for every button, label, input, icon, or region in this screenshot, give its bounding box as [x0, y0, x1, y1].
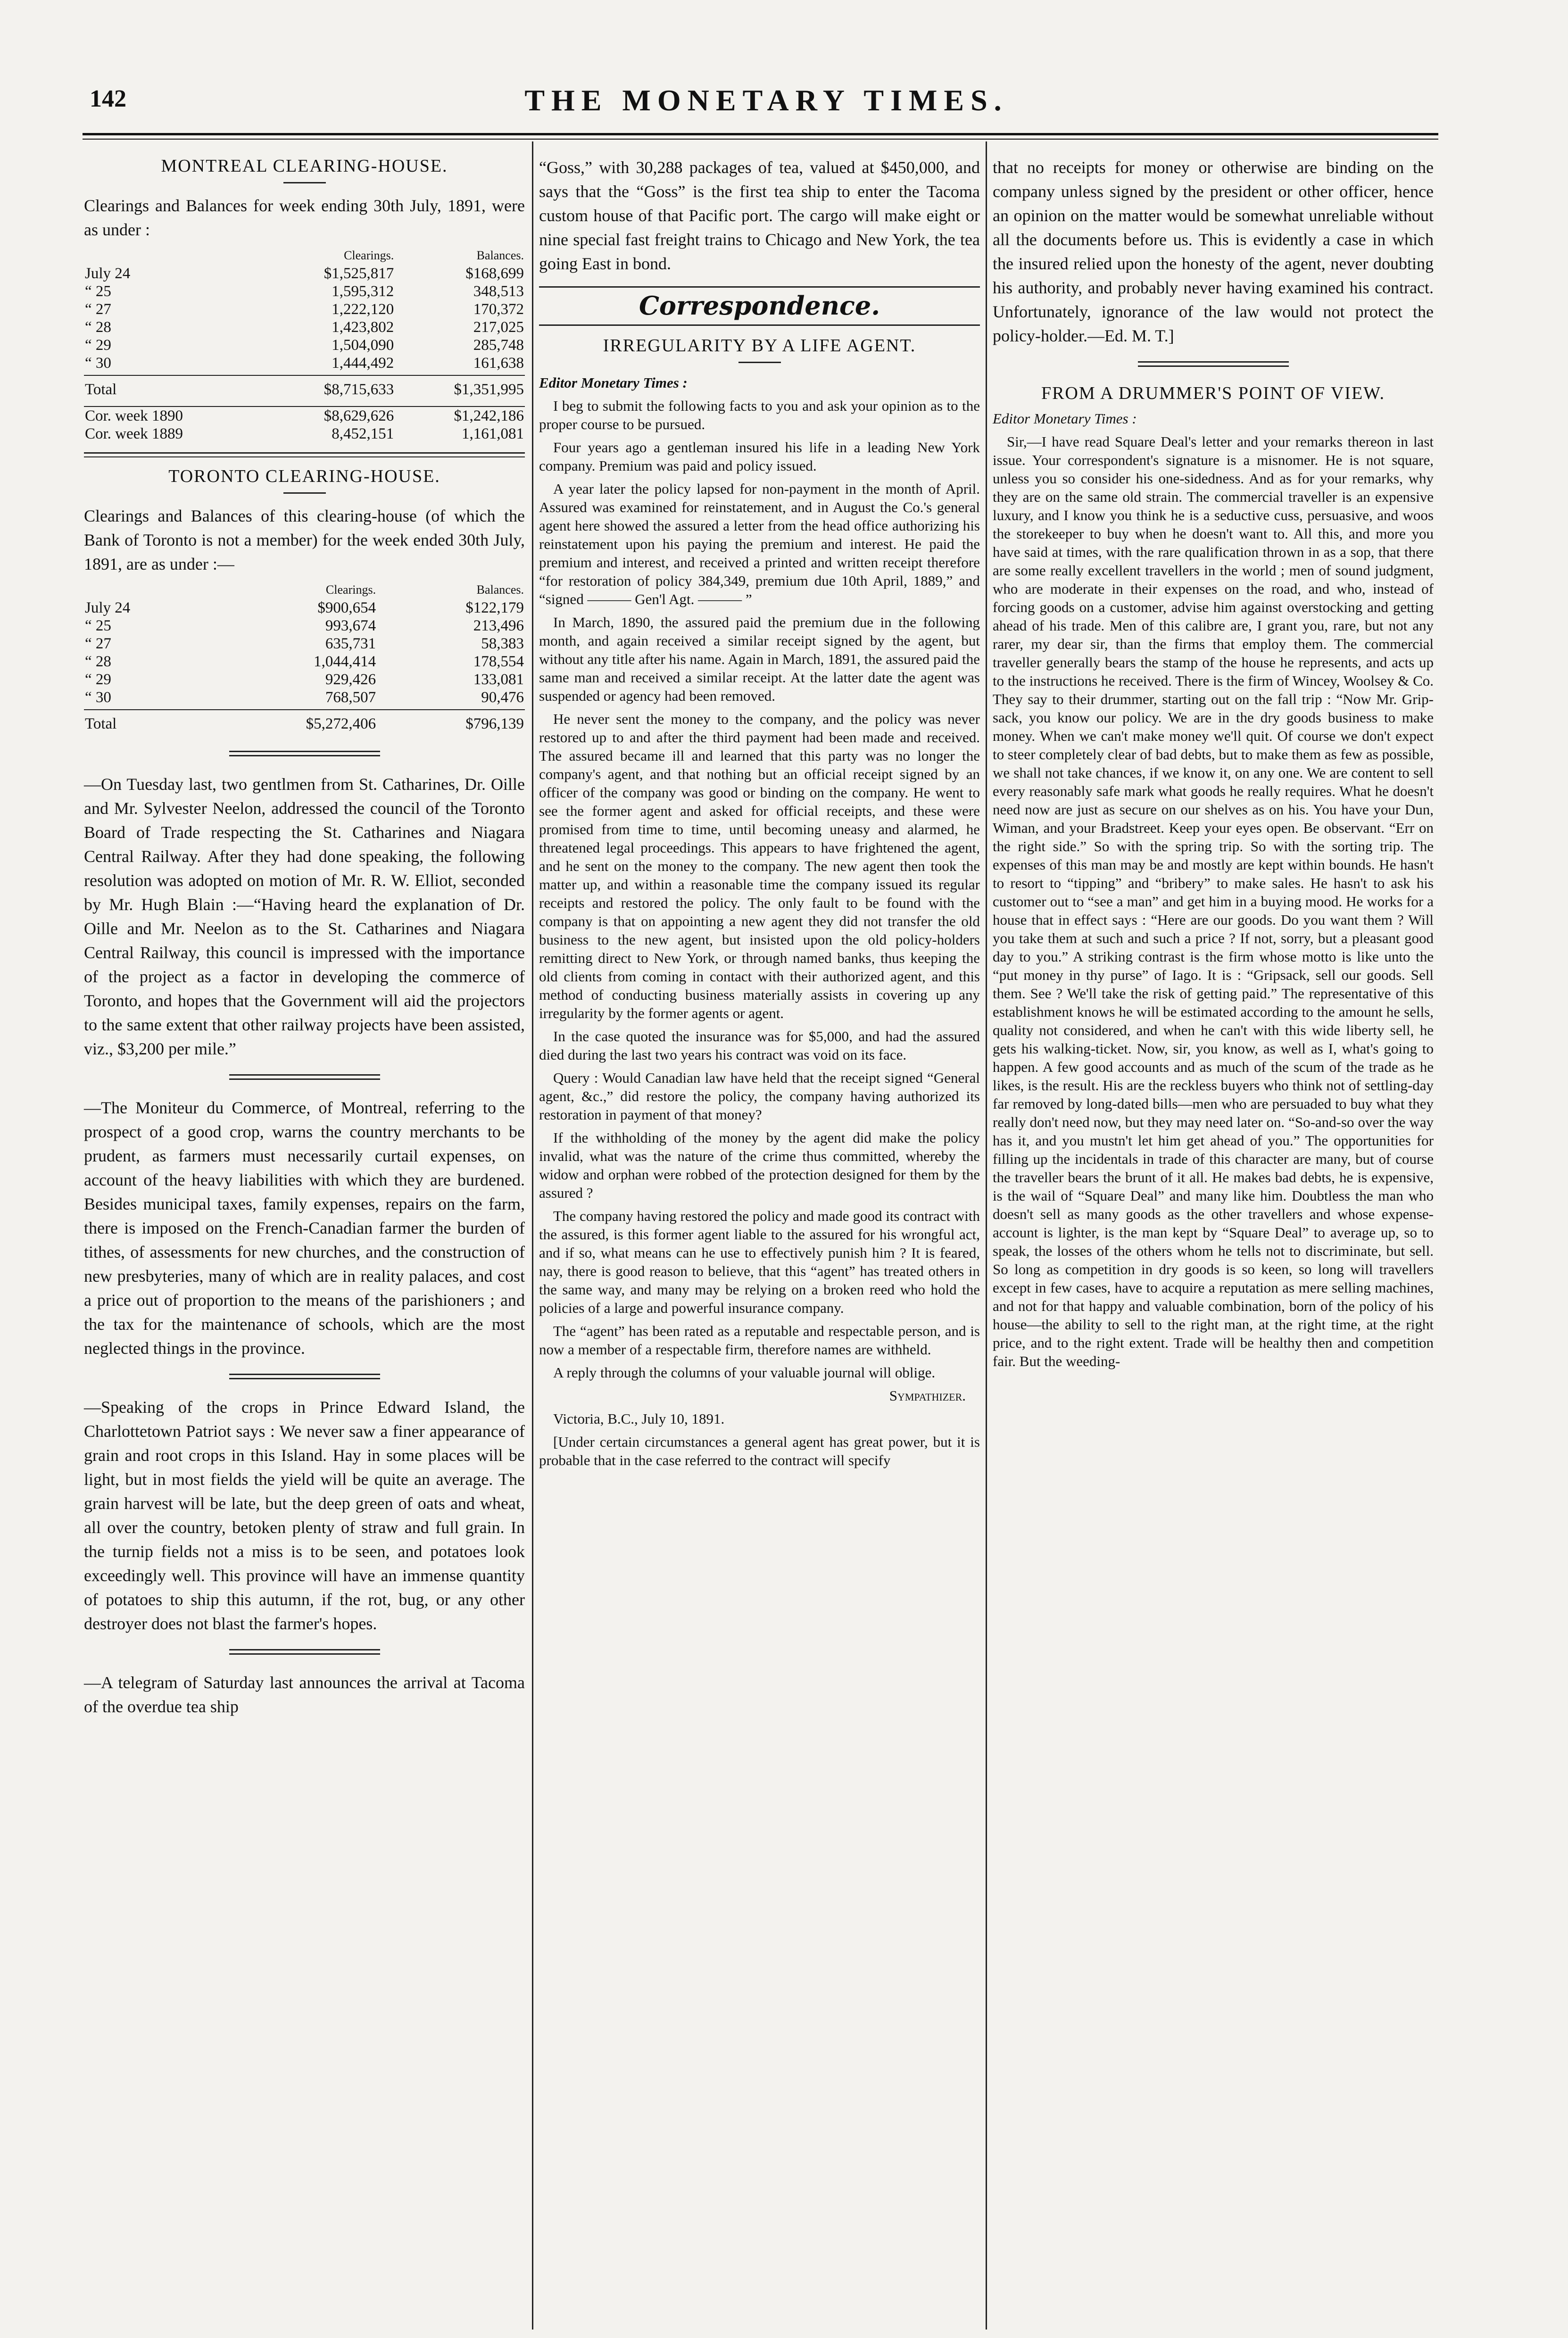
correspondence-banner [539, 286, 980, 326]
table-row: July 24 $1,525,817 $168,699 [85, 265, 524, 282]
correspondence-title: Correspondence. [639, 290, 880, 321]
item-tea-telegram: —A telegram of Saturday last announces the arrival at Tacoma of the overdue tea ship [84, 1673, 525, 1716]
letter-paragraph: The company having restored the policy and made good its contract with the assured, is this former agent liable to the assured for his wrongful act, and if so, what means can he use to effectively punish him ? It is feared, nay, there is good reason to believe, that this “agent” has treated others in the same way, and many may be relying on a broken reed who hold the policies of a large and powerful insurance company. [539, 1208, 980, 1316]
item-pei-crops: —Speaking of the crops in Prince Edward Island, the Charlottetown Patriot says : We never saw a finer appearance of grain and root crops in this Island. Hay in some places will be light, but in most fields the yield will be quite an average. The grain harvest will be late, but the deep green of oats and wheat, all over the country, betoken plenty of straw and full grain. In the turnip fields not a miss is to be seen, and potatoes look exceedingly well. This province will have an immense quantity of potatoes to ship this autumn, if the rot, bug, or any other destroyer does not blast the farmer's hopes. [84, 1398, 525, 1633]
table-row: “ 25 993,674 213,496 [85, 617, 524, 634]
letter-paragraph: A year later the policy lapsed for non-payment in the month of April. Assured was examined for reinstatement, and in August the Co.'s general agent here showed the assured a letter from the head office authorizing his reinstatement upon his paying the premium and interest. He paid the premium and interest, and received a printed and written receipt therefore “for restoration of policy 384,349, premium due 10th April, 1889,” and “signed ——— Gen'l Agt. ——— ” [539, 481, 980, 607]
col-header-clearings: Clearings. [344, 249, 394, 262]
editor-reply-continued: that no receipts for money or otherwise are binding on the company unless signed by the president or other officer, hence an opinion on the matter would be somewhat unreliable without all the documents before us. This is evidently a case in which the insured relied upon the honesty of the agent, never doubting his authority, and probably never having examined his contract. Unfortunately, ignorance of the law would not protect the policy-holder.—Ed. M. T.] [993, 158, 1434, 345]
letter-paragraph: He never sent the money to the company, and the policy was never restored up to and after the third payment had been made and received. The assured became ill and learned that this party was no longer the company's agent, and that nothing but an official receipt signed by an officer of the company was good or binding on the company. He went to see the former agent and asked for official receipts, and these were promised from time to time, until becoming uneasy and alarmed, he threatened legal proceedings. This appears to have frightened the agent, and he sent on the money to the company. The new agent then took the matter up, and within a reasonable time the company issued its regular receipts and restored the policy. The only fault to be found with the company is that on appointing a new agent they did not transfer the old business to the new agent, but insisted upon the old policy-holders remitting direct to New York, or through named banks, thus keeping the old clients from coming in contact with their authorized agent, and this method of conducting business materially assists in covering up any irregularity by the former agents or agent. [539, 711, 980, 1021]
header-rule-bottom [83, 139, 1438, 140]
letter-signature: Sympathizer. [889, 1387, 966, 1404]
editor-reply: [Under certain circumstances a general agent has great power, but it is probable that in the case referred to the contract will specify [539, 1434, 980, 1468]
item-niagara-railway: —On Tuesday last, two gentlmen from St. Catharines, Dr. Oille and Mr. Sylvester Neelon, addressed the council of the Toronto Board of Trade respecting the St. Catharines and Niagara Central Railway. After they had done speaking, the following resolution was adopted on motion of Mr. R. W. Elliot, seconded by Mr. Hugh Blain :—“Having heard the explanation of Dr. Oille and Mr. Neelon as to the St. Catharines and Niagara Central Railway, this council is impressed with the importance of the project as a factor in developing the commerce of Toronto, and hopes that the Government will aid the projectors to the same extent that other railway projects have been assisted, viz., $3,200 per mile.” [84, 775, 525, 1058]
double-rule [229, 1374, 380, 1379]
masthead-title: THE MONETARY TIMES. [524, 83, 1008, 117]
double-rule [1138, 361, 1289, 367]
short-rule [283, 492, 326, 494]
montreal-title: MONTREAL CLEARING-HOUSE. [161, 156, 448, 176]
column-3 [993, 156, 1434, 1375]
short-rule [283, 182, 326, 183]
letter-salutation: Editor Monetary Times : [993, 410, 1137, 427]
letter-body: Sir,—I have read Square Deal's letter and your remarks thereon in last issue. Your correspondent's signature is a misnomer. He is not square, unless you so consider his one-sidedness. And as for your remarks, why they are on the same old strain. The commercial traveller is an expensive luxury, and I know you think he is a seductive cuss, persuasive, and woos the storekeeper to buy when he doesn't want to. All this, and more you have said at times, with the rare qualification thrown in as a sop, that there are some really excellent travellers in the world ; men of sound judgment, who are moderate in their expenses on the road, and who, instead of forcing goods on a customer, advise him against overstocking and getting ahead of his trade. Men of this calibre are, I grant you, rare, but not any rarer, my dear sir, than the firms that employ them. The commercial traveller generally bears the stamp of the house he represents, and acts up to the instructions he received. There is the firm of Wincey, Woolsey & Co. They say to their drummer, starting out on the fall trip : “Now Mr. Grip-sack, you know our policy. We are in the dry goods business to make money. When we can't make money we'll quit. Of course we don't expect to steer completely clear of bad debts, but to make them as few as possible, we shall not take chances, if we know it, on any one. We are content to sell every reasonably safe mark what goods he really requires. What he doesn't need now are just as secure on our shelves as on his. You have your Dun, Wiman, and your Bradstreet. Keep your eyes open. Be observant. “Err on the right side.” So with the spring trip. So with the sorting trip. The expenses of this man may be and mostly are kept within bounds. He hasn't to resort to “tipping” and “bribery” to make sales. He hasn't to ask his customer out to “see a man” and get him in a buying mood. He works for a house that in effect says : “Here are our goods. Do you want them ? Will you take them at such and such a price ? If not, sorry, but a pleasant good day to you.” A striking contrast is the firm whose motto is like unto the “put money in thy purse” of Iago. It is : “Gripsack, sell our goods. Sell them. See ? We'll take the risk of getting paid.” The representative of this establishment knows he will be estimated according to the amount he sells, quality not considered, and when he can't with this wide liberty sell, he gets his walking-ticket. Now, sir, you know, as well as I, what's going to happen. A few good accounts and as much of the scum of the trade as he likes, is the result. His are the reckless buyers who think not of settling-day far removed by long-dated bills—men who are persuaded to buy what they really don't need now, but they may need later on. “So-and-so over the way has it, and you mustn't let him get ahead of you.” The opportunities for filling up the incidentals in trade of this character are many, but of course the traveller bears the brunt of it all. He makes bad debts, he is expensive, is the wail of “Square Deal” and many like him. Doubtless the man who doesn't sell as many goods as the other travellers and whose expense-account is lighter, is the man kept by “Square Deal” to average up, so to speak, the losses of the others whom he tells not to discriminate, but sell. So long as competition in dry goods is so keen, so long will travellers except in few cases, have to acquire a reputation as mere selling machines, and not for that happy and valuable combination, born of the policy of his house—the ability to sell to the right man, at the right time, at the right price, and to the right extent. Trade will be healthy then and competition fair. But the weeding- [993, 433, 1434, 1369]
toronto-table [84, 581, 525, 738]
toronto-intro: Clearings and Balances of this clearing-house (of which the Bank of Toronto is not a member) for the week ended 30th July, 1891, are as under :— [84, 506, 525, 573]
letter-paragraph: A reply through the columns of your valuable journal will oblige. [553, 1364, 936, 1381]
table-row: “ 30 1,444,492 161,638 [85, 355, 524, 372]
item-goss-tea-ship: “Goss,” with 30,288 packages of tea, valued at $450,000, and says that the “Goss” is the first tea ship to enter the Tacoma custom house of that Pacific port. The cargo will make eight or nine special fast freight trains to Chicago and New York, the tea going East in bond. [539, 158, 980, 273]
col-header-clearings: Clearings. [325, 583, 376, 597]
table-row: “ 27 1,222,120 170,372 [85, 301, 524, 318]
col-header-balances: Balances. [476, 583, 524, 597]
letter-paragraph: In March, 1890, the assured paid the premium due in the following month, and again received a similar receipt signed by the agent, but without any title after his name. Again in March, 1891, the assured paid the same man and received a similar receipt. At the latter date the agent was suspended or agency had been removed. [539, 614, 980, 704]
double-rule [229, 1074, 380, 1080]
column-divider [532, 141, 533, 2330]
letter-paragraph: In the case quoted the insurance was for $5,000, and had the assured died during the last two years his contract was void on its face. [539, 1028, 980, 1063]
letter-salutation: Editor Monetary Times : [539, 374, 688, 391]
letter-paragraph: I beg to submit the following facts to you and ask your opinion as to the proper course to be pursued. [539, 398, 980, 432]
item-moniteur-du-commerce: —The Moniteur du Commerce, of Montreal, referring to the prospect of a good crop, warns the country merchants to be prudent, as farmers must necessarily curtail expenses, on account of the heavy liabilities with which they are burdened. Besides municipal taxes, family expenses, repairs on the farm, there is imposed on the French-Canadian farmer the burden of tithes, of assessments for new churches, and the construction of new presbyteries, many of which are in reality palaces, and cost a price out of proportion to the means of the parishioners ; and the tax for the maintenance of schools, which are the most neglected things in the province. [84, 1098, 525, 1358]
table-row: “ 25 1,595,312 348,513 [85, 283, 524, 300]
table-row: “ 28 1,044,414 178,554 [85, 653, 524, 670]
table-row: “ 28 1,423,802 217,025 [85, 319, 524, 336]
double-rule [229, 751, 380, 756]
table-row: “ 29 929,426 133,081 [85, 671, 524, 688]
article-title-irregularity: IRREGULARITY BY A LIFE AGENT. [603, 336, 916, 356]
table-row: “ 27 635,731 58,383 [85, 635, 524, 652]
montreal-intro: Clearings and Balances for week ending 30th July, 1891, were as under : [84, 196, 525, 239]
letter-paragraph: Four years ago a gentleman insured his life in a leading New York company. Premium was paid and policy issued. [539, 439, 980, 474]
table-row: Cor. week 1889 8,452,151 1,161,081 [85, 425, 524, 442]
letter-paragraph: If the withholding of the money by the agent did make the policy invalid, what was the nature of the crime thus committed, whereby the widow and orphan were robbed of the protection designed for them by the assured ? [539, 1129, 980, 1201]
table-row: “ 30 768,507 90,476 [85, 689, 524, 706]
total-row: Total $8,715,633 $1,351,995 [85, 381, 524, 398]
column-1 [84, 156, 525, 1724]
page-number: 142 [90, 85, 126, 112]
double-rule [229, 1649, 380, 1655]
toronto-title: TORONTO CLEARING-HOUSE. [168, 466, 440, 486]
section-rule [84, 452, 525, 457]
table-row: “ 29 1,504,090 285,748 [85, 337, 524, 354]
column-divider [986, 141, 987, 2330]
letter-paragraph: The “agent” has been rated as a reputable and respectable person, and is now a member of a respectable firm, therefore names are withheld. [539, 1323, 980, 1358]
column-2 [539, 156, 980, 1474]
header-rule-top [83, 133, 1438, 135]
col-header-balances: Balances. [476, 249, 524, 262]
montreal-table [84, 247, 525, 443]
letter-dateline: Victoria, B.C., July 10, 1891. [553, 1410, 725, 1427]
page-header [90, 85, 1443, 123]
short-rule [738, 362, 781, 363]
total-row: Total $5,272,406 $796,139 [85, 715, 524, 732]
letter-paragraph: Query : Would Canadian law have held that the receipt signed “General agent, &c.,” did restore the policy, the company having authorized its restoration in payment of that money? [539, 1070, 980, 1123]
table-row: Cor. week 1890 $8,629,626 $1,242,186 [85, 407, 524, 424]
article-title-drummer: FROM A DRUMMER'S POINT OF VIEW. [1041, 383, 1385, 403]
table-row: July 24 $900,654 $122,179 [85, 599, 524, 616]
